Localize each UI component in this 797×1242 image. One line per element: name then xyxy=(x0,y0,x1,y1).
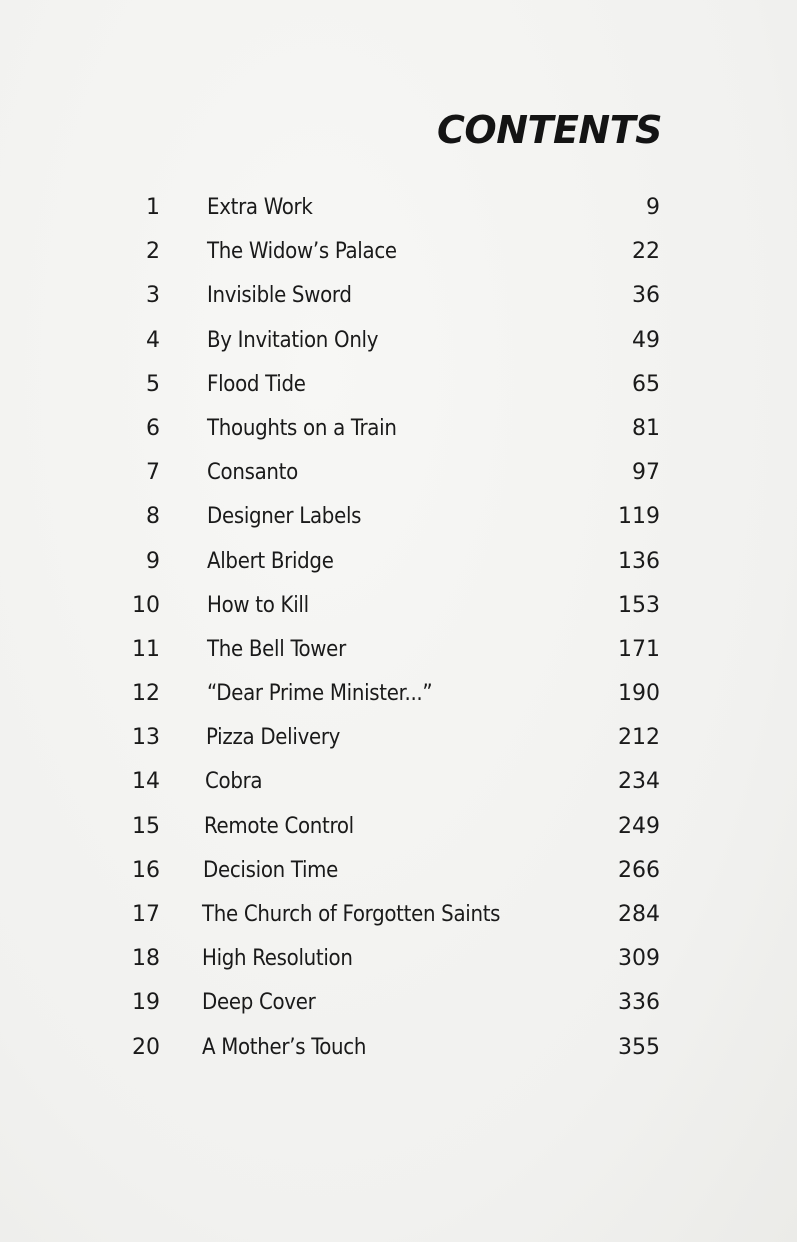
table-of-contents xyxy=(0,186,797,1070)
chapter-title: Flood Tide xyxy=(207,371,306,397)
chapter-title: Deep Cover xyxy=(202,990,316,1016)
chapter-title: Albert Bridge xyxy=(207,548,334,574)
chapter-number: 12 xyxy=(132,681,160,707)
toc-entry xyxy=(0,274,797,318)
chapter-number: 3 xyxy=(146,283,160,309)
chapter-number: 15 xyxy=(132,813,160,839)
toc-entry xyxy=(0,363,797,407)
chapter-title: The Widow’s Palace xyxy=(207,239,397,265)
page-number: 97 xyxy=(632,460,660,486)
chapter-title: The Church of Forgotten Saints xyxy=(202,902,501,927)
toc-entry xyxy=(0,230,797,274)
chapter-title: How to Kill xyxy=(207,592,309,618)
toc-entry xyxy=(0,805,797,849)
page-number: 171 xyxy=(618,636,660,662)
chapter-number: 20 xyxy=(132,1034,160,1060)
toc-entry xyxy=(0,540,797,584)
page-number: 355 xyxy=(618,1034,660,1060)
chapter-number: 17 xyxy=(132,902,160,927)
chapter-title: By Invitation Only xyxy=(207,327,379,353)
page-number: 9 xyxy=(646,195,660,220)
page-number: 336 xyxy=(618,990,660,1016)
chapter-title: Decision Time xyxy=(203,857,339,883)
chapter-number: 16 xyxy=(132,857,160,883)
toc-entry xyxy=(0,672,797,716)
toc-entry xyxy=(0,319,797,363)
chapter-number: 5 xyxy=(146,371,160,397)
chapter-title: Pizza Delivery xyxy=(206,725,341,751)
chapter-number: 13 xyxy=(132,725,160,751)
toc-entry xyxy=(0,407,797,451)
chapter-title: The Bell Tower xyxy=(207,636,346,662)
page-number: 36 xyxy=(632,283,660,309)
chapter-number: 19 xyxy=(132,990,160,1016)
chapter-title: Invisible Sword xyxy=(207,283,352,309)
chapter-title: Consanto xyxy=(207,460,298,486)
chapter-title: A Mother’s Touch xyxy=(202,1034,367,1060)
toc-entry xyxy=(0,937,797,981)
page-number: 266 xyxy=(618,857,660,883)
chapter-title: Remote Control xyxy=(204,813,354,839)
chapter-title: High Resolution xyxy=(202,946,353,972)
page-number: 284 xyxy=(618,902,660,927)
chapter-title: Designer Labels xyxy=(207,504,362,530)
page-number: 81 xyxy=(632,415,660,441)
chapter-number: 10 xyxy=(132,592,160,618)
chapter-number: 8 xyxy=(146,504,160,530)
chapter-number: 4 xyxy=(146,327,160,353)
toc-entry xyxy=(0,893,797,937)
page-number: 22 xyxy=(632,239,660,265)
page-number: 153 xyxy=(618,592,660,618)
toc-entry xyxy=(0,186,797,230)
toc-entry xyxy=(0,495,797,539)
page-number: 119 xyxy=(618,504,660,530)
page-number: 309 xyxy=(618,946,660,972)
chapter-number: 6 xyxy=(146,415,160,441)
page-number: 65 xyxy=(632,371,660,397)
chapter-number: 1 xyxy=(146,195,160,220)
page-number: 212 xyxy=(618,725,660,751)
page-number: 190 xyxy=(618,681,660,707)
chapter-number: 14 xyxy=(132,769,160,795)
chapter-title: Extra Work xyxy=(207,195,313,220)
toc-entry xyxy=(0,584,797,628)
toc-entry xyxy=(0,716,797,760)
chapter-title: “Dear Prime Minister...” xyxy=(207,681,433,707)
toc-entry xyxy=(0,849,797,893)
chapter-title: Thoughts on a Train xyxy=(207,415,397,441)
chapter-number: 9 xyxy=(146,548,160,574)
chapter-title: Cobra xyxy=(205,769,263,795)
chapter-number: 11 xyxy=(132,636,160,662)
page-number: 49 xyxy=(632,327,660,353)
chapter-number: 18 xyxy=(132,946,160,972)
page-number: 234 xyxy=(618,769,660,795)
contents-heading: CONTENTS xyxy=(437,108,662,152)
toc-entry xyxy=(0,628,797,672)
toc-entry xyxy=(0,760,797,804)
chapter-number: 2 xyxy=(146,239,160,265)
toc-entry xyxy=(0,981,797,1025)
toc-entry xyxy=(0,451,797,495)
page-number: 136 xyxy=(618,548,660,574)
toc-entry xyxy=(0,1026,797,1070)
page-number: 249 xyxy=(618,813,660,839)
chapter-number: 7 xyxy=(146,460,160,486)
